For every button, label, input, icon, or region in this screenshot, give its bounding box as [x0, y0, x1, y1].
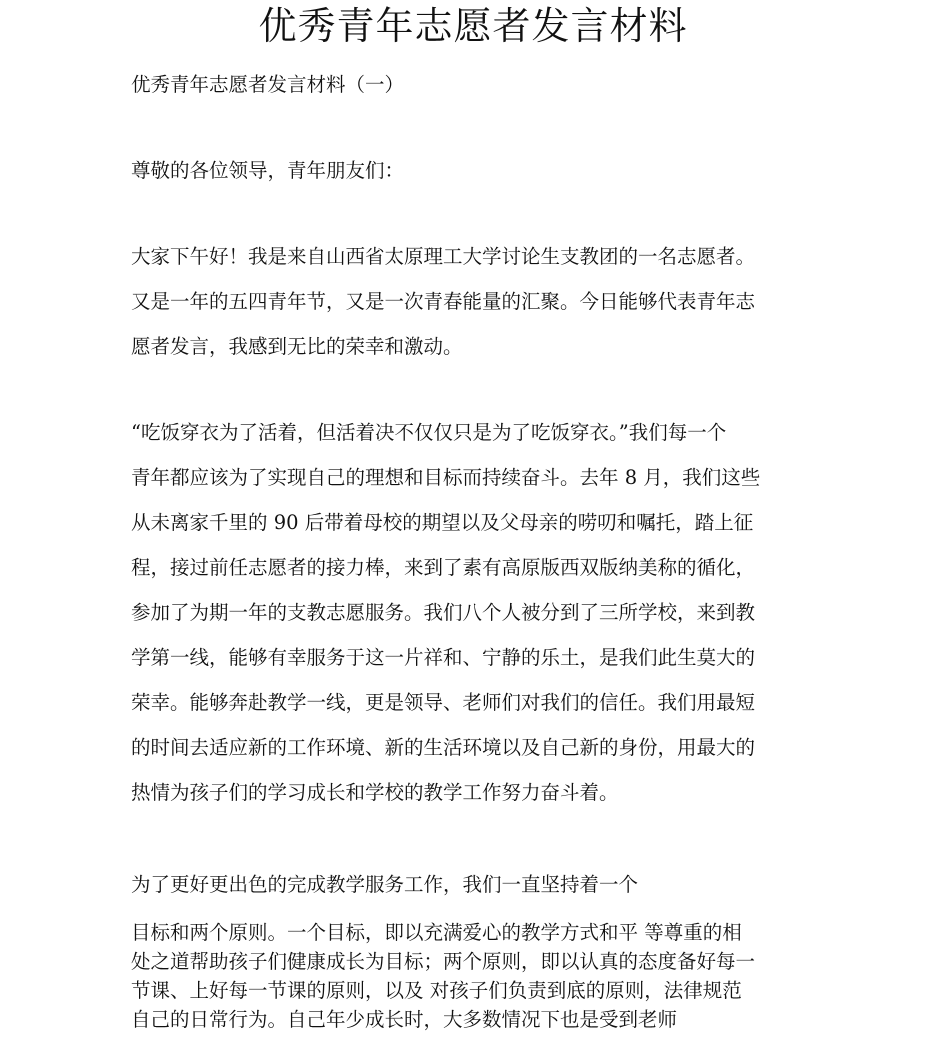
- paragraph-1: [131, 234, 821, 369]
- paragraph-line: 大家下午好！我是来自山西省太原理工大学讨论生支教团的一名志愿者。: [131, 245, 756, 268]
- paragraph-line: 热情为孩子们的学习成长和学校的教学工作努力奋斗着。: [131, 781, 619, 804]
- paragraph-line: 青年都应该为了实现自己的理想和目标而持续奋斗。去年 8 月，我们这些: [131, 466, 761, 489]
- paragraph-line: 参加了为期一年的支教志愿服务。我们八个人被分到了三所学校，来到教: [131, 601, 756, 624]
- paragraph-line: “吃饭穿衣为了活着，但活着决不仅仅只是为了吃饭穿衣。”我们每一个: [131, 421, 727, 444]
- salutation: [131, 148, 821, 193]
- paragraph-line: 目标和两个原则。一个目标，即以充满爱心的教学方式和平 等尊重的相: [131, 921, 742, 944]
- salutation-line: 尊敬的各位领导，青年朋友们：: [131, 159, 405, 182]
- paragraph-2: [131, 410, 821, 815]
- paragraph-line: 为了更好更出色的完成教学服务工作，我们一直坚持着一个: [131, 873, 639, 896]
- paragraph-line: 又是一年的五四青年节，又是一次青春能量的汇聚。今日能够代表青年志: [131, 290, 756, 313]
- paragraph-line: 程，接过前任志愿者的接力棒，来到了素有高原版西双版纳美称的循化，: [131, 556, 756, 579]
- paragraph-line: 愿者发言，我感到无比的荣幸和激动。: [131, 335, 463, 358]
- document-subtitle: [131, 62, 821, 107]
- paragraph-line: 的时间去适应新的工作环境、新的生活环境以及自己新的身份，用最大的: [131, 736, 756, 759]
- document-title: 优秀青年志愿者发言材料: [258, 4, 688, 48]
- paragraph-line: 自己的日常行为。自己年少成长时，大多数情况下也是受到老师: [131, 1008, 678, 1031]
- paragraph-line: 学第一线，能够有幸服务于这一片祥和、宁静的乐土，是我们此生莫大的: [131, 646, 756, 669]
- paragraph-line: 从未离家千里的 90 后带着母校的期望以及父母亲的唠叨和嘱托，踏上征: [131, 511, 754, 534]
- subtitle-line: 优秀青年志愿者发言材料（一）: [131, 73, 405, 96]
- paragraph-line: 荣幸。能够奔赴教学一线，更是领导、老师们对我们的信任。我们用最短: [131, 691, 756, 714]
- paragraph-line: 节课、上好每一节课的原则，以及 对孩子们负责到底的原则，法律规范: [131, 979, 742, 1002]
- paragraph-3-lead: [131, 862, 821, 907]
- paragraph-3: [131, 918, 821, 1034]
- paragraph-line: 处之道帮助孩子们健康成长为目标；两个原则，即以认真的态度备好每一: [131, 950, 756, 973]
